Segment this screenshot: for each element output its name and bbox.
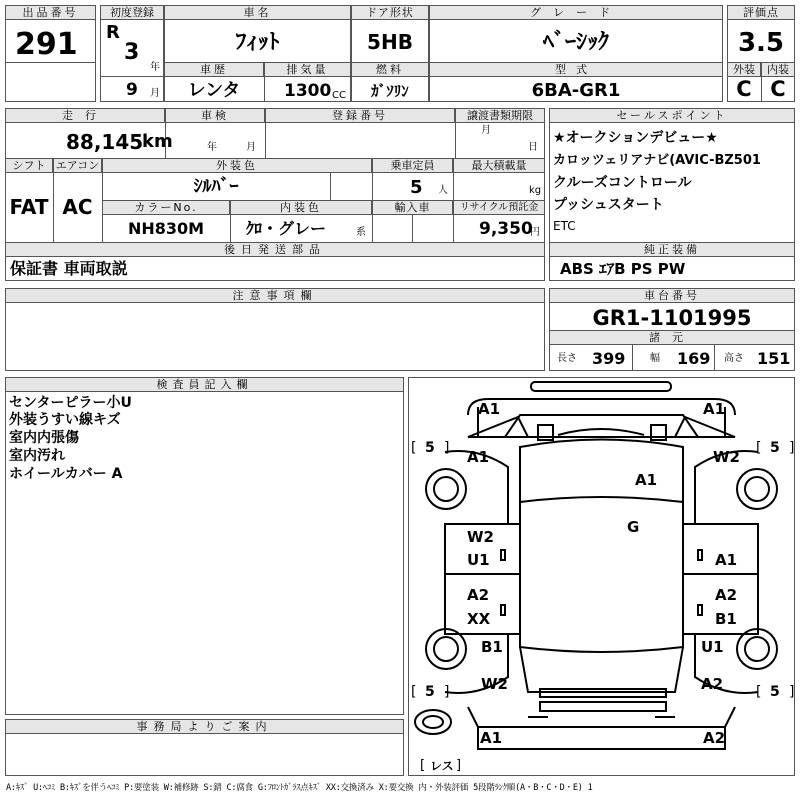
car-name-header: 車名 [164, 5, 351, 20]
score-header: 評価点 [727, 5, 795, 20]
equipment-header: 純正装備 [549, 242, 795, 257]
notes-header: 注意事項欄 [5, 288, 545, 303]
displacement: 1300 [284, 81, 332, 101]
office-header: 事務局よりご案内 [5, 719, 404, 734]
width-label: 幅 [650, 353, 660, 364]
mark-door-left-2: U1 [467, 551, 490, 569]
spare-tire-status: レス [430, 759, 454, 773]
fuel: ｶﾞｿﾘﾝ [371, 82, 409, 100]
mark-bumper-rear-right: A2 [703, 729, 726, 747]
later-header: 後日発送部品 [5, 242, 545, 257]
tire-rl-value: 5 [425, 684, 435, 700]
mark-front-right-corner: A1 [703, 400, 726, 418]
tire-rr-bracket-close: ] [789, 684, 795, 700]
later-parts: 保証書 車両取説 [10, 259, 128, 278]
grade-header: グレード [429, 5, 723, 20]
year-unit: 年 [150, 62, 160, 73]
int-score: C [770, 77, 786, 101]
insp-year-unit: 年 [207, 142, 217, 153]
tire-fl-value: 5 [425, 440, 435, 456]
reg-year: 3 [124, 40, 140, 65]
exterior-color: ｼﾙﾊﾞｰ [193, 176, 239, 197]
inspector-line: 外装うすい線キズ [9, 412, 121, 428]
shift-header: シフト [5, 158, 53, 173]
tire-fl-bracket-open: [ [411, 440, 417, 456]
grade: ﾍﾞｰｼｯｸ [542, 30, 609, 55]
door-type: 5HB [367, 30, 413, 54]
load-header: 最大積載量 [453, 158, 545, 173]
tire-fl-bracket-close: ] [444, 440, 450, 456]
tire-rr-value: 5 [770, 684, 780, 700]
sales-line: プッシュスタート [553, 197, 664, 213]
capacity: 5 [410, 177, 423, 198]
inspector-line: 室内汚れ [9, 448, 65, 464]
sales-line: カロッツェリアナビ(AVIC-BZ501 [553, 153, 761, 168]
sales-line: ★オークションデビュー★ [553, 130, 718, 146]
insp-month-unit: 月 [246, 142, 256, 153]
mark-fender-right: W2 [713, 448, 740, 466]
load-unit: kg [529, 185, 542, 196]
interior-color: ｸﾛ・グレー [246, 219, 327, 238]
capacity-unit: 人 [438, 185, 448, 196]
transfer-month-unit: 月 [481, 125, 491, 136]
displacement-unit: CC [332, 90, 346, 101]
width: 169 [677, 349, 711, 368]
capacity-header: 乗車定員 [372, 158, 453, 173]
month-unit: 月 [150, 88, 160, 99]
ext-score: C [736, 77, 752, 101]
reg-no-header: 登録番号 [265, 108, 455, 123]
tire-rl-bracket-close: ] [444, 684, 450, 700]
history-header: 車歴 [164, 62, 264, 77]
lot-number-header: 出品番号 [5, 5, 96, 20]
mileage-unit: km [142, 131, 173, 152]
reg-month: 9 [126, 80, 138, 100]
inspector-line: 室内内張傷 [9, 430, 79, 446]
color-header: 外装色 [102, 158, 372, 173]
inspector-header: 検査員記入欄 [5, 377, 404, 392]
shift: FAT [9, 195, 49, 219]
mark-roof: G [627, 518, 640, 536]
recycle-fee: 9,350 [479, 219, 533, 239]
mark-rear-right-2: A2 [701, 675, 724, 693]
import-header: 輸入車 [372, 200, 453, 215]
specs-header: 諸元 [549, 330, 795, 345]
score: 3.5 [737, 28, 785, 58]
door-header: ドア形状 [351, 5, 429, 20]
color-no-header: カラーNo. [102, 200, 230, 215]
height-label: 高さ [724, 353, 744, 364]
car-name: ﾌｨｯﾄ [235, 30, 280, 55]
mark-door-left-1: W2 [467, 528, 494, 546]
damage-legend: A:ｷｽﾞ U:ﾍｺﾐ B:ｷｽﾞを伴うﾍｺﾐ P:要塗装 W:補修跡 S:錆 C:腐食 G:ﾌﾛﾝﾄｶﾞﾗｽ点ｷｽﾞ XX:交換済み X:要交換 内・外装評価 5段階ﾗﾝｸ順(A・B・C・D・E) 1 [6, 783, 593, 793]
sales-line: クルーズコントロール [553, 175, 692, 191]
inspector-line: センターピラー小U [9, 395, 132, 411]
chassis-header: 車台番号 [549, 288, 795, 303]
length: 399 [592, 349, 626, 368]
tire-fr-bracket-close: ] [789, 440, 795, 456]
mark-door-right-3: B1 [715, 610, 737, 628]
first-reg-header: 初度登録 [100, 5, 164, 20]
tire-rl-bracket-open: [ [411, 684, 417, 700]
mark-rear-right-1: U1 [701, 638, 724, 656]
mark-door-right-1: A1 [715, 551, 738, 569]
int-color-unit: 系 [356, 227, 366, 238]
int-color-header: 内装色 [230, 200, 372, 215]
mark-door-right-2: A2 [715, 586, 738, 604]
model: 6BA-GR1 [531, 80, 621, 101]
mark-bumper-rear-left: A1 [480, 729, 503, 747]
displacement-header: 排気量 [264, 62, 351, 77]
length-label: 長さ [557, 353, 577, 364]
history: レンタ [187, 80, 241, 101]
color-no: NH830M [127, 219, 205, 238]
ac-header: エアコン [53, 158, 102, 173]
car-outline-diagram [408, 377, 795, 776]
model-header: 型式 [429, 62, 723, 77]
era: R [106, 22, 120, 43]
transfer-header: 譲渡書類期限 [455, 108, 545, 123]
spare-bracket-close: ] [456, 758, 462, 773]
equipment: ABS ｴｱB PS PW [560, 260, 686, 278]
mark-fender-left: A1 [467, 448, 490, 466]
fuel-header: 燃料 [351, 62, 429, 77]
mark-rear-left-1: B1 [481, 638, 503, 656]
inspector-line: ホイールカバー A [9, 466, 123, 482]
tire-rr-bracket-open: [ [756, 684, 762, 700]
ac: AC [62, 195, 93, 219]
inspection-header: 車検 [165, 108, 265, 123]
sales-header: セールスポイント [549, 108, 795, 123]
recycle-header: リサイクル預託金 [453, 200, 545, 215]
sales-line: ETC [553, 219, 576, 233]
mileage: 88,145 [66, 130, 144, 154]
tire-fr-value: 5 [770, 440, 780, 456]
recycle-unit: 円 [530, 227, 540, 238]
mark-door-left-3: A2 [467, 586, 490, 604]
mark-rear-left-2: W2 [481, 675, 508, 693]
lot-number: 291 [15, 27, 78, 62]
mark-door-left-4: XX [467, 610, 491, 628]
mark-front-left-corner: A1 [478, 400, 501, 418]
chassis-number: GR1-1101995 [592, 306, 752, 330]
height: 151 [757, 349, 791, 368]
int-header: 内装 [761, 62, 795, 77]
mark-windshield: A1 [635, 471, 658, 489]
tire-fr-bracket-open: [ [756, 440, 762, 456]
mileage-header: 走行 [5, 108, 165, 123]
transfer-day-unit: 日 [528, 142, 538, 153]
ext-header: 外装 [727, 62, 761, 77]
spare-bracket-open: [ [420, 758, 426, 773]
